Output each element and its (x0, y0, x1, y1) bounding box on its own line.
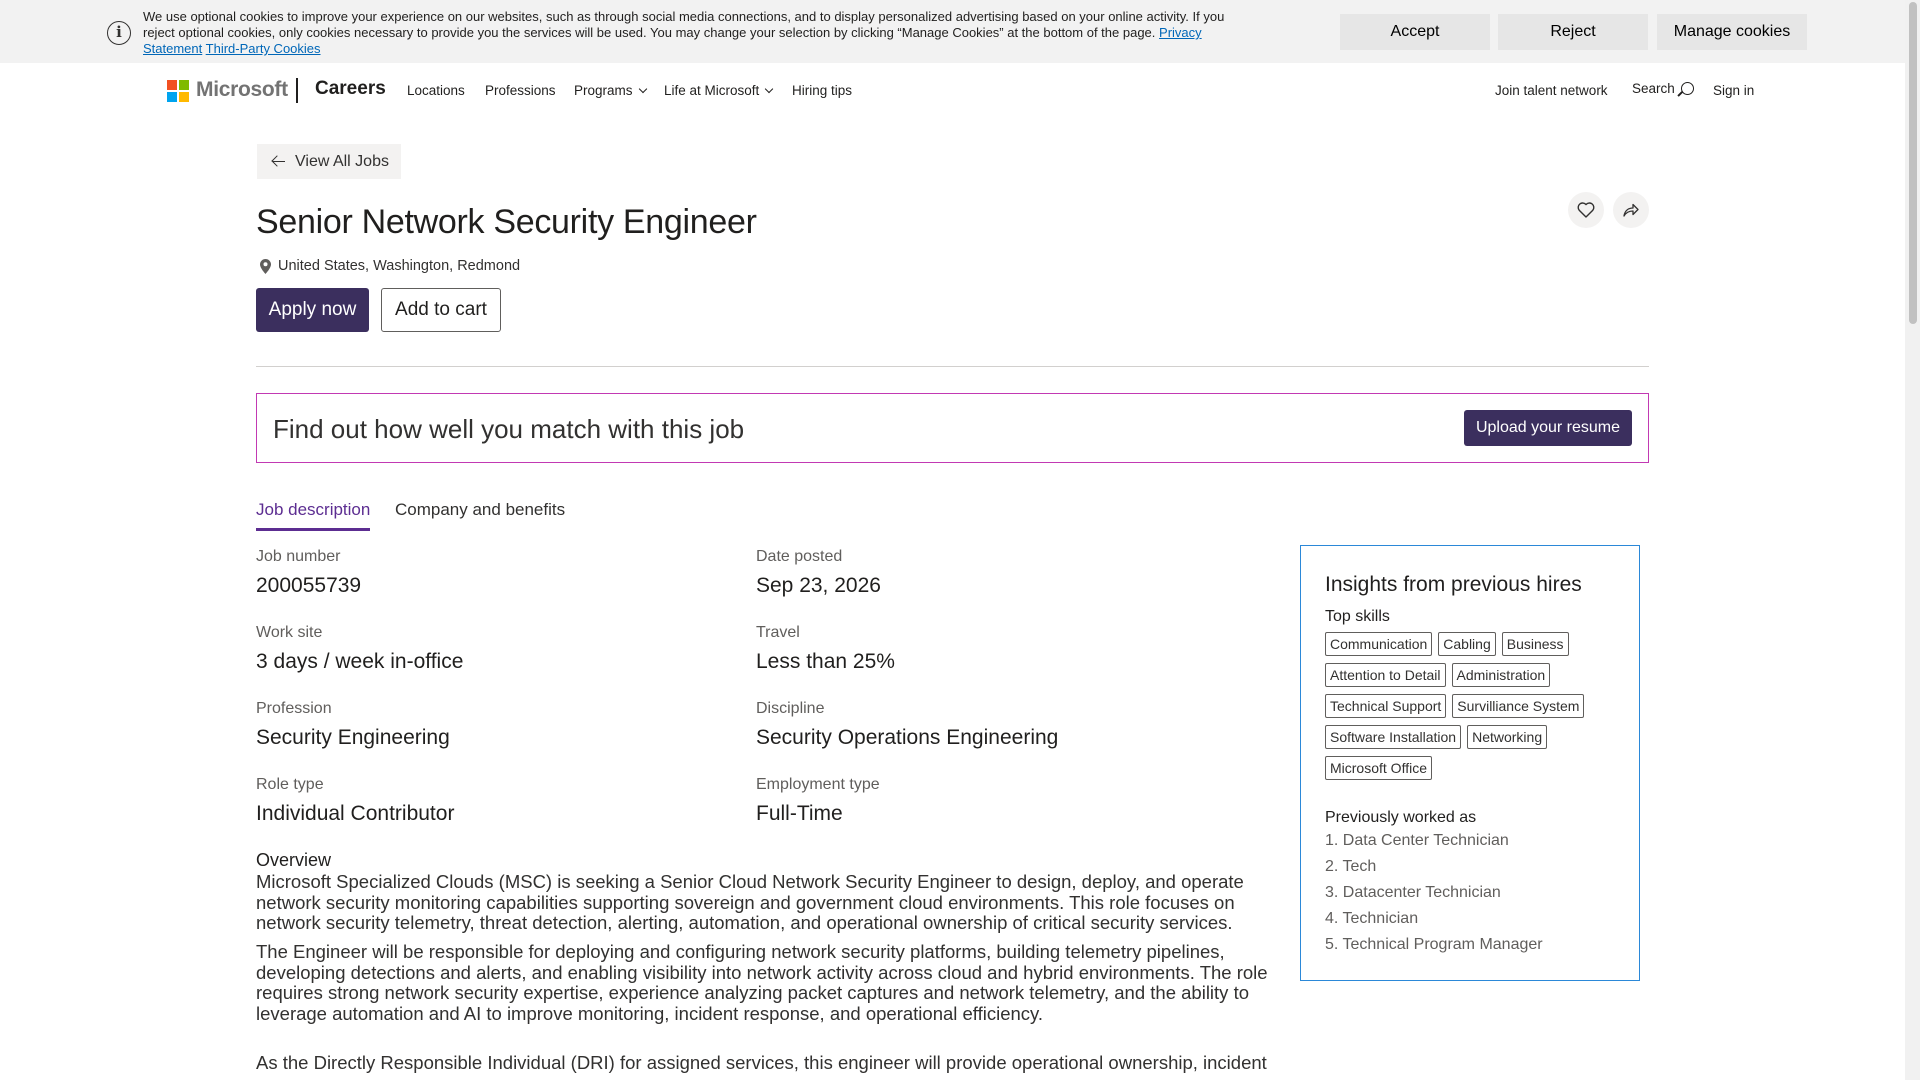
nav-programs-label: Programs (574, 83, 633, 98)
manage-cookies-button[interactable]: Manage cookies (1657, 14, 1807, 50)
role-type-value: Individual Contributor (256, 802, 455, 825)
list-item: 3. Datacenter Technician (1325, 884, 1501, 901)
insights-panel (1300, 545, 1640, 981)
skill-chip: Administration (1452, 663, 1551, 687)
heart-icon (1577, 202, 1595, 218)
arrow-left-icon (272, 156, 285, 168)
location-pin-icon (260, 259, 271, 274)
discipline-label: Discipline (756, 700, 825, 717)
nav-professions[interactable] (485, 83, 556, 98)
nav-programs[interactable] (574, 83, 646, 98)
employment-type-value: Full-Time (756, 802, 843, 825)
skill-chip: Communication (1325, 632, 1432, 656)
chevron-down-icon (765, 84, 773, 92)
header-divider (296, 78, 298, 103)
nav-locations[interactable] (407, 83, 465, 98)
cookie-message: We use optional cookies to improve your experience on our websites, such as through social media connections, and to display personalized advertising based on your online activity. If you reject optional cookies, only cookies necessary to provide you the services will be used. You may change your selection by clicking “Manage Cookies” at the bottom of the page. (143, 9, 1225, 40)
sign-in-link[interactable] (1713, 83, 1754, 98)
nav-locations-label: Locations (407, 83, 465, 98)
list-item: 1. Data Center Technician (1325, 832, 1509, 849)
job-number-value: 200055739 (256, 574, 362, 597)
share-icon (1623, 203, 1639, 217)
role-type-label: Role type (256, 776, 324, 793)
search-label: Search (1632, 81, 1675, 96)
apply-now-button[interactable]: Apply now (256, 288, 369, 332)
tab-job-description[interactable]: Job description (256, 500, 370, 531)
scrollbar-thumb[interactable] (1909, 2, 1917, 324)
resume-match-banner (256, 393, 1649, 463)
overview-paragraph-1: Microsoft Specialized Clouds (MSC) is seeking a Senior Cloud Network Security Engineer to design, deploy, and operate network security monitoring capabilities supporting sovereign and government cloud environments. This role focuses on network security telemetry, threat detection, alerting, automation, and operational ownership of critical security services. (256, 871, 1244, 933)
travel-label: Travel (756, 624, 800, 641)
add-to-cart-button[interactable]: Add to cart (381, 288, 501, 332)
job-location (260, 258, 520, 274)
privacy-statement-link[interactable]: Privacy Statement (143, 25, 1202, 56)
search-icon (1681, 82, 1694, 95)
date-posted-value: Sep 23, 2026 (756, 574, 881, 597)
microsoft-logo-icon[interactable] (167, 80, 189, 102)
skill-chip: Technical Support (1325, 694, 1446, 718)
share-button[interactable] (1613, 192, 1649, 228)
employment-type-label: Employment type (756, 776, 880, 793)
skill-chip: Networking (1467, 725, 1547, 749)
travel-value: Less than 25% (756, 650, 895, 673)
skill-chip: Attention to Detail (1325, 663, 1446, 687)
reject-cookies-button[interactable]: Reject (1498, 14, 1648, 50)
cookie-banner (0, 0, 1905, 63)
chevron-down-icon (638, 84, 646, 92)
location-text: United States, Washington, Redmond (278, 258, 521, 274)
skill-chip: Microsoft Office (1325, 756, 1432, 780)
info-icon: i (107, 21, 131, 45)
careers-link[interactable]: Careers (315, 78, 386, 99)
work-site-value: 3 days / week in-office (256, 650, 464, 673)
page-scrollbar[interactable] (1905, 0, 1920, 1080)
nav-professions-label: Professions (485, 83, 556, 98)
previously-worked-label: Previously worked as (1325, 809, 1477, 826)
site-header (0, 63, 1905, 119)
view-all-jobs-label: View All Jobs (295, 152, 389, 170)
list-item: 4. Technician (1325, 910, 1419, 927)
list-item: 5. Technical Program Manager (1325, 936, 1543, 953)
sign-in-label: Sign in (1713, 83, 1755, 98)
match-text: Find out how well you match with this job (273, 414, 745, 444)
top-skills-label: Top skills (1325, 608, 1390, 625)
skills-list (1325, 632, 1625, 780)
upload-resume-button[interactable]: Upload your resume (1464, 410, 1632, 446)
tab-company-and-benefits[interactable]: Company and benefits (395, 500, 566, 519)
previous-roles-list (1325, 830, 1543, 960)
section-divider (256, 366, 1649, 367)
join-label: Join talent network (1495, 83, 1608, 98)
insights-title: Insights from previous hires (1325, 573, 1582, 596)
cookie-text (143, 9, 1228, 57)
work-site-label: Work site (256, 624, 323, 641)
microsoft-brand[interactable]: Microsoft (196, 78, 288, 101)
nav-life-at-microsoft[interactable] (664, 83, 772, 98)
job-number-label: Job number (256, 548, 341, 565)
list-item: 2. Tech (1325, 858, 1377, 875)
discipline-value: Security Operations Engineering (756, 726, 1059, 749)
job-title: Senior Network Security Engineer (256, 203, 757, 241)
profession-label: Profession (256, 700, 332, 717)
favorite-button[interactable] (1568, 192, 1604, 228)
search-button[interactable] (1632, 81, 1694, 96)
skill-chip: Software Installation (1325, 725, 1461, 749)
skill-chip: Cabling (1438, 632, 1495, 656)
third-party-cookies-link[interactable]: Third-Party Cookies (205, 41, 321, 56)
skill-chip: Business (1502, 632, 1569, 656)
profession-value: Security Engineering (256, 726, 450, 749)
overview-paragraph-3: As the Directly Responsible Individual (DRI) for assigned services, this engineer will provide operational ownership, incident (256, 1052, 1267, 1073)
nav-hiring-tips[interactable] (792, 83, 852, 98)
nav-hiring-tips-label: Hiring tips (792, 83, 853, 98)
accept-cookies-button[interactable]: Accept (1340, 14, 1490, 50)
overview-heading: Overview (256, 850, 332, 870)
date-posted-label: Date posted (756, 548, 843, 565)
overview-paragraph-2: The Engineer will be responsible for deploying and configuring network security platforms, building telemetry pipelines, developing detections and alerts, and enabling visibility into network activity across cloud and hybrid environments. The role requires strong network security expertise, experience analyzing packet captures and network telemetry, and the ability to leverage automation and AI to improve monitoring, incident response, and operational efficiency. (256, 941, 1268, 1024)
view-all-jobs-button[interactable] (257, 144, 401, 179)
skill-chip: Survilliance System (1452, 694, 1584, 718)
join-talent-network-link[interactable] (1495, 83, 1608, 98)
nav-life-label: Life at Microsoft (664, 83, 760, 98)
